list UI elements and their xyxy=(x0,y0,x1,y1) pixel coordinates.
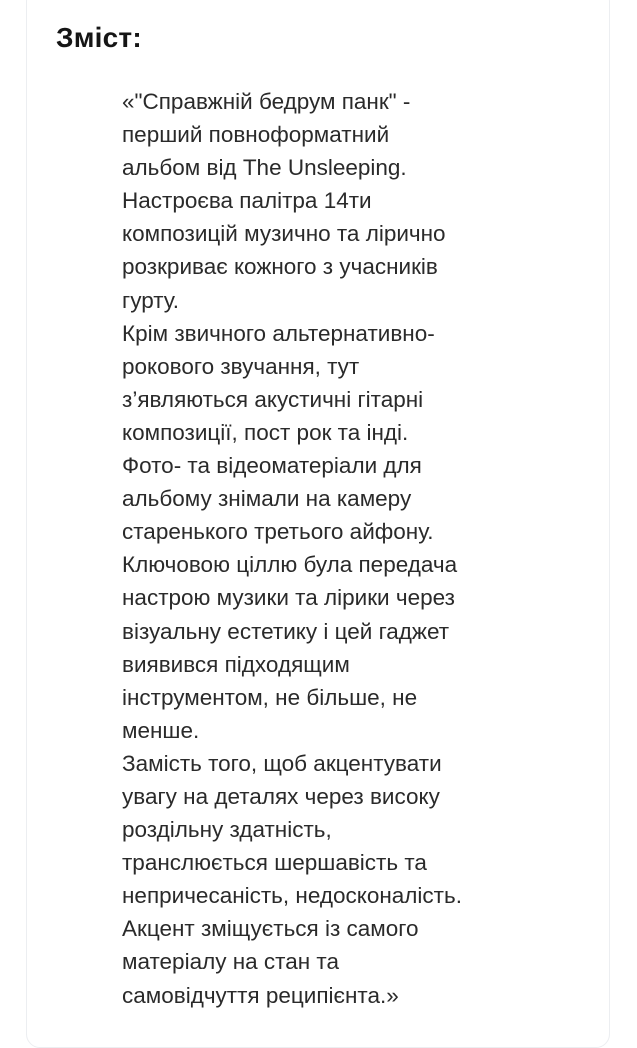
description-line: Фото- та відеоматеріали для xyxy=(122,453,422,479)
description-line: матеріалу на стан та xyxy=(122,949,339,975)
description-line: перший повноформатний xyxy=(122,122,390,148)
album-description xyxy=(122,85,530,1012)
description-line: настрою музики та лірики через xyxy=(122,585,455,611)
description-line: менше. xyxy=(122,717,200,743)
description-line: композиції, пост рок та інді. xyxy=(122,419,409,445)
description-line: розкриває кожного з учасників xyxy=(122,254,438,280)
description-line: транслюється шершавість та xyxy=(122,850,427,876)
description-line: Акцент зміщується із самого xyxy=(122,916,419,942)
description-line: непричесаність, недосконалість. xyxy=(122,883,462,909)
description-line: самовідчуття реципієнта.» xyxy=(122,982,399,1008)
description-line: Крім звичного альтернативно- xyxy=(122,320,435,346)
description-line: старенького третього айфону. xyxy=(122,519,434,545)
description-line: увагу на деталях через високу xyxy=(122,783,440,809)
description-line: візуальну естетику і цей гаджет xyxy=(122,618,450,644)
description-line: гурту. xyxy=(122,287,180,313)
description-line: альбом від The Unsleeping. xyxy=(122,155,407,181)
description-line: рокового звучання, тут xyxy=(122,353,360,379)
description-line: композицій музично та лірично xyxy=(122,221,446,247)
description-line: Замість того, щоб акцентувати xyxy=(122,750,442,776)
description-line: з’являються акустичні гітарні xyxy=(122,386,424,412)
description-line: Настроєва палітра 14ти xyxy=(122,188,372,214)
description-line: інструментом, не більше, не xyxy=(122,684,418,710)
description-line: «"Справжній бедрум панк" - xyxy=(122,89,411,114)
section-title: Зміст: xyxy=(56,22,142,53)
description-line: виявився підходящим xyxy=(122,651,350,677)
description-line: альбому знімали на камеру xyxy=(122,486,412,512)
description-line: роздільну здатність, xyxy=(122,817,332,843)
description-line: Ключовою ціллю була передача xyxy=(122,552,458,578)
